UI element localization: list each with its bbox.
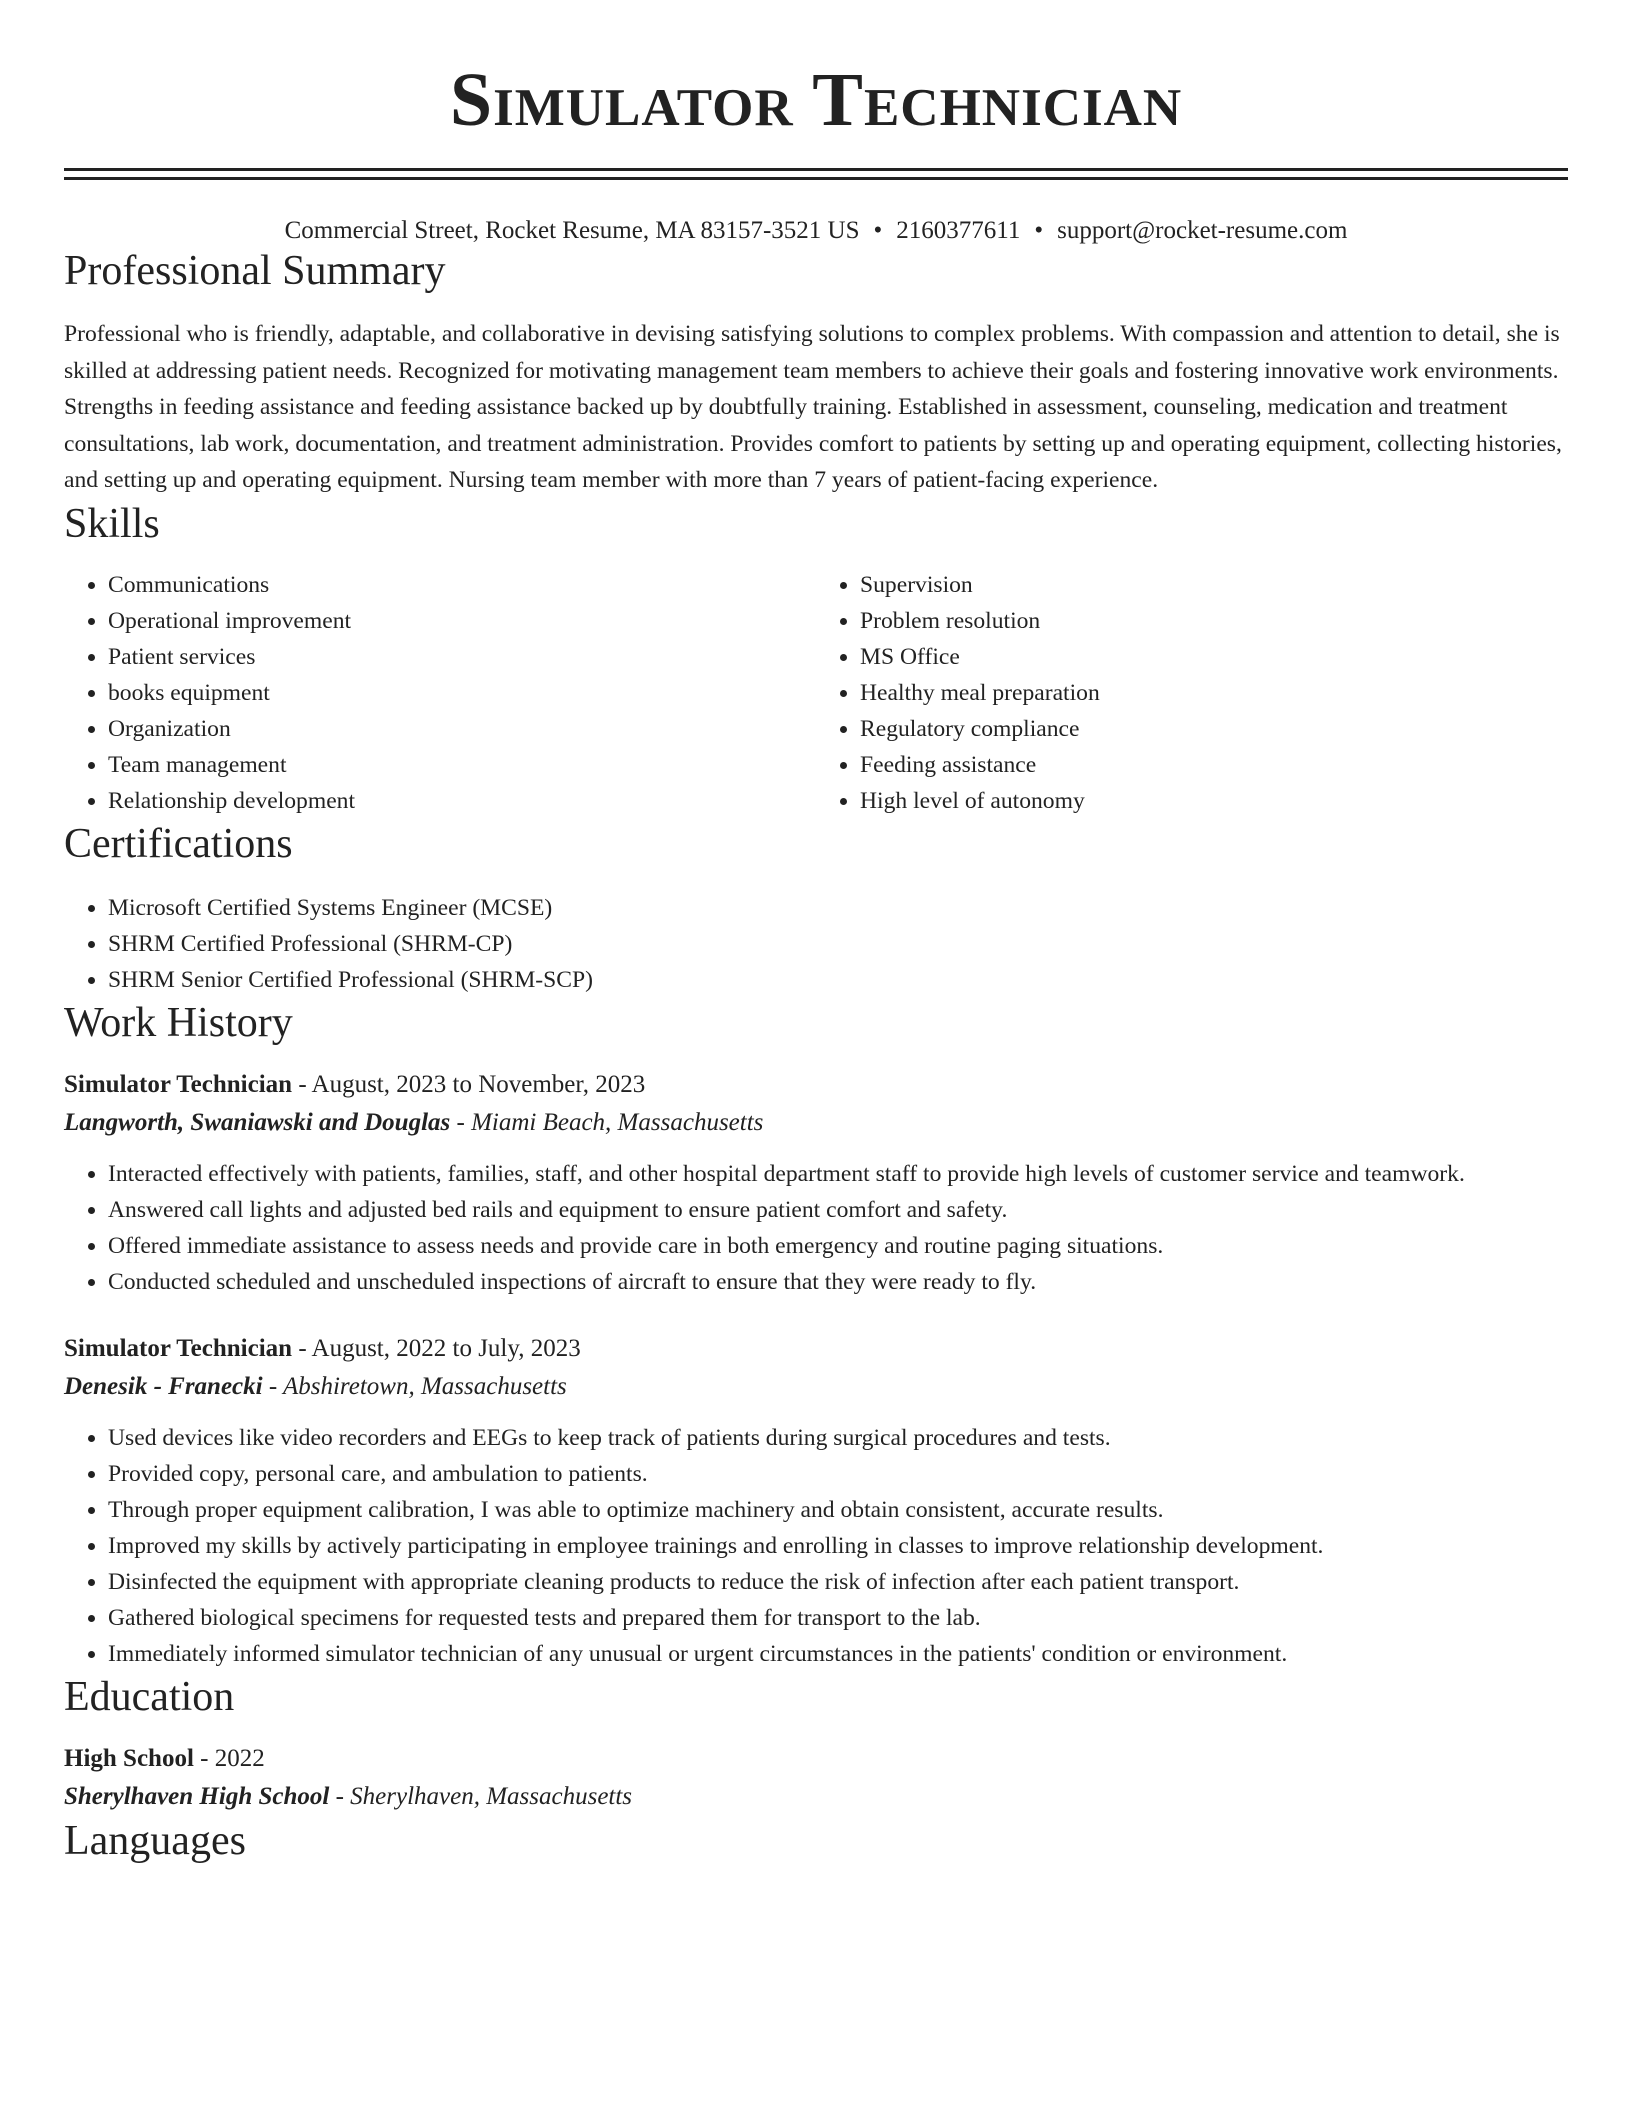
education-school: Sherylhaven High School [64, 1783, 330, 1811]
contact-separator: • [1034, 217, 1044, 244]
skill-item: • Healthy meal preparation [860, 675, 1568, 711]
skill-item: • Team management [108, 747, 816, 783]
job-dates: - August, 2023 to November, 2023 [292, 1071, 646, 1099]
job-entry [64, 1330, 1568, 1672]
contact-address: Commercial Street, Rocket Resume, MA 83157-3521 US [284, 217, 860, 244]
skill-item: • Operational improvement [108, 603, 816, 639]
summary-heading: Professional Summary [64, 248, 446, 294]
job-company-line [64, 1368, 1568, 1406]
skills-heading: Skills [64, 500, 160, 547]
header-rule-bottom [64, 177, 1568, 180]
job-location: - Miami Beach, Massachusetts [450, 1109, 764, 1137]
education-heading: Education [64, 1674, 235, 1721]
job-title-line [64, 1330, 1568, 1368]
skill-item: • MS Office [860, 639, 1568, 675]
job-bullet: • Improved my skills by actively participating in employee trainings and enrolling in classes to improve relationship development. [108, 1528, 1568, 1564]
summary-text: Professional who is friendly, adaptable, and collaborative in devising satisfying solutions to complex problems. With compassion and attention to detail, she is skilled at addressing patient needs. Recognized for motivating management team members to achieve their goals and fostering innovative work environments. Strengths in feeding assistance and feeding assistance backed up by doubtfully training. Established in assessment, counseling, medication and treatment consultations, lab work, documentation, and treatment administration. Provides comfort to patients by setting up and operating equipment, collecting histories, and setting up and operating equipment. Nursing team member with more than 7 years of patient-facing experience. [64, 321, 1562, 494]
languages-heading: Languages [64, 1818, 246, 1865]
job-bullet: • Used devices like video recorders and EEGs to keep track of patients during surgical procedures and tests. [108, 1420, 1568, 1456]
skills-list-left [64, 567, 816, 819]
job-bullet-list [64, 1156, 1568, 1300]
skill-item: • Patient services [108, 639, 816, 675]
contact-line [64, 216, 1568, 246]
certifications-heading: Certifications [64, 821, 293, 868]
header-rule-top [64, 168, 1568, 171]
skill-item: • Problem resolution [860, 603, 1568, 639]
job-company-line [64, 1104, 1568, 1142]
certification-item: • Microsoft Certified Systems Engineer (MCSE) [108, 890, 1568, 926]
job-title: Simulator Technician [64, 1335, 293, 1363]
work-history-heading: Work History [64, 999, 293, 1046]
education-location: - Sherylhaven, Massachusetts [329, 1783, 633, 1811]
job-bullet: • Provided copy, personal care, and ambulation to patients. [108, 1456, 1568, 1492]
job-bullet: • Gathered biological specimens for requested tests and prepared them for transport to the lab. [108, 1600, 1568, 1636]
job-bullet: • Immediately informed simulator technician of any unusual or urgent circumstances in the patients' condition or environment. [108, 1636, 1568, 1672]
job-entry [64, 1066, 1568, 1300]
job-title: Simulator Technician [64, 1071, 293, 1099]
candidate-name: Simulator Technician [449, 58, 1183, 142]
certifications-list [64, 890, 1568, 998]
job-bullet: • Disinfected the equipment with appropriate cleaning products to reduce the risk of infection after each patient transport. [108, 1564, 1568, 1600]
certification-item: • SHRM Certified Professional (SHRM-CP) [108, 926, 1568, 962]
job-bullet: • Answered call lights and adjusted bed rails and equipment to ensure patient comfort and safety. [108, 1192, 1568, 1228]
job-company: Denesik - Franecki [64, 1373, 263, 1401]
job-bullet-list [64, 1420, 1568, 1672]
job-location: - Abshiretown, Massachusetts [262, 1373, 567, 1401]
certification-item: • SHRM Senior Certified Professional (SHRM-SCP) [108, 962, 1568, 998]
education-school-line [64, 1778, 1568, 1816]
skill-item: • Feeding assistance [860, 747, 1568, 783]
contact-phone: 2160377611 [896, 217, 1021, 244]
skill-item: • Organization [108, 711, 816, 747]
job-dates: - August, 2022 to July, 2023 [292, 1335, 581, 1363]
education-degree-line [64, 1740, 1568, 1778]
skill-item: • Relationship development [108, 783, 816, 819]
skill-item: • books equipment [108, 675, 816, 711]
job-bullet: • Offered immediate assistance to assess needs and provide care in both emergency and routine paging situations. [108, 1228, 1568, 1264]
skills-list-right [816, 567, 1568, 819]
education-year: - 2022 [193, 1745, 265, 1773]
job-bullet: • Interacted effectively with patients, families, staff, and other hospital department staff to provide high levels of customer service and teamwork. [108, 1156, 1568, 1192]
skills-columns [64, 567, 1568, 819]
job-bullet: • Conducted scheduled and unscheduled inspections of aircraft to ensure that they were ready to fly. [108, 1264, 1568, 1300]
education-degree: High School [64, 1745, 194, 1773]
contact-email: support@rocket-resume.com [1057, 217, 1348, 244]
skill-item: • Supervision [860, 567, 1568, 603]
skill-item: • High level of autonomy [860, 783, 1568, 819]
contact-separator: • [873, 217, 883, 244]
skill-item: • Regulatory compliance [860, 711, 1568, 747]
education-entry [64, 1740, 1568, 1816]
job-title-line [64, 1066, 1568, 1104]
job-bullet: • Through proper equipment calibration, I was able to optimize machinery and obtain consistent, accurate results. [108, 1492, 1568, 1528]
skill-item: • Communications [108, 567, 816, 603]
job-company: Langworth, Swaniawski and Douglas [64, 1109, 451, 1137]
